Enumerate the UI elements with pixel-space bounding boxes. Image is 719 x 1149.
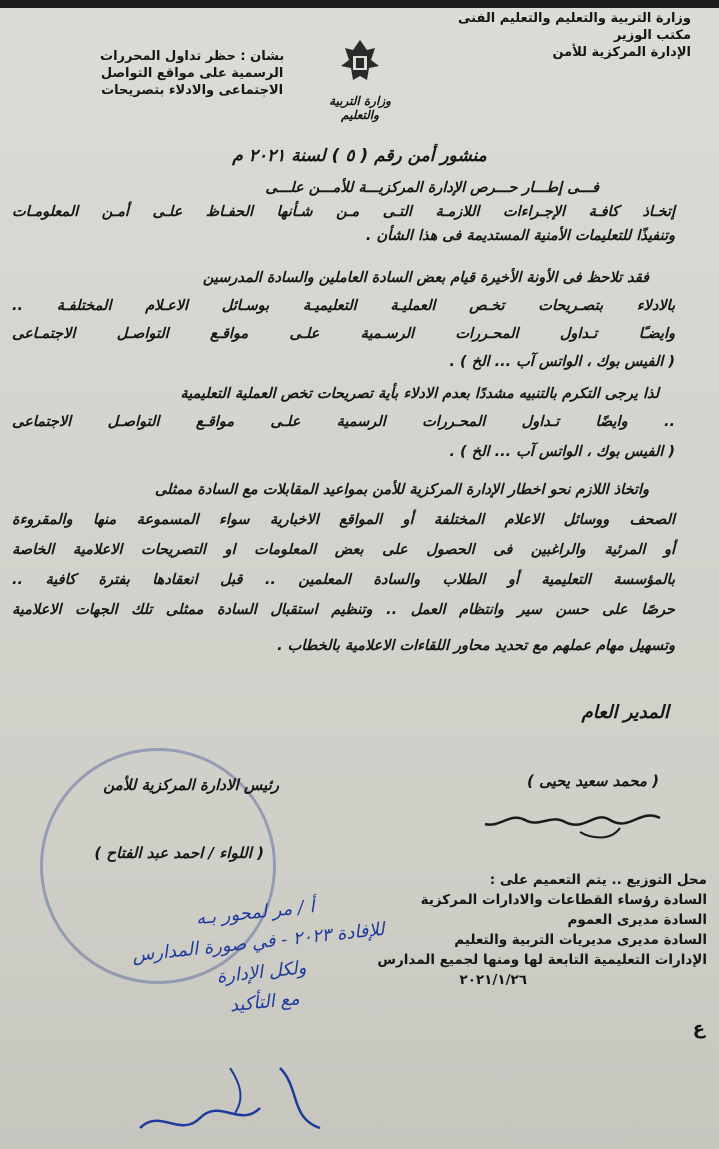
distribution-block — [377, 870, 707, 990]
body-line: فقد تلاحظ فى الأونة الأخيرة قيام بعض السادة العاملين والسادة المدرسين — [202, 270, 649, 286]
document-title: منشور أمن رقم ( ٥ ) لسنة ٢٠٢١ م — [232, 146, 487, 166]
distribution-line: السادة مديرى مديريات التربية والتعليم — [454, 932, 707, 948]
note-line: أ / مر لمحور بـه — [194, 896, 316, 930]
body-line: وتنفيذًا للتعليمات الأمنية المستديمة فى هذا الشأن . — [365, 228, 675, 244]
ministry-header — [458, 10, 691, 61]
body-line: لذا يرجى التكرم بالتنبيه مشددًا بعدم الادلاء بأية تصريحات تخص العملية التعليمية — [180, 386, 659, 402]
body-line: ( الفيس بوك ، الواتس آب ... الخ ) . — [449, 354, 675, 370]
distribution-line: محل التوزيع .. يتم التعميم على : — [489, 872, 707, 888]
body-line: وايضـًا تـداول المحـررات الرسـمية علـى مواقـع التواصـل الاجتمـاعى — [12, 326, 675, 342]
body-line: ( الفيس بوك ، الواتس آب ... الخ ) . — [449, 444, 675, 460]
subject-line: الرسمية على مواقع التواصل — [100, 66, 284, 81]
ministry-line: وزارة التربية والتعليم والتعليم الفنى — [458, 11, 691, 26]
body-line: الصحف ووسائل الاعلام المختلفة أو المواقع الاخبارية سواء المسموعة منها والمقروءة — [12, 512, 675, 528]
body-line: وتسهيل مهام عملهم مع تحديد محاور اللقاءات الاعلامية بالخطاب . — [277, 638, 675, 654]
handwritten-signature — [470, 798, 670, 848]
body-line: بالمؤسسة التعليمية أو الطلاب والسادة المعلمين .. قبل انعقادها بفترة كافية .. — [12, 572, 675, 588]
ministry-line: الإدارة المركزية للأمن — [552, 45, 691, 60]
body-line: واتخاذ اللازم نحو اخطار الإدارة المركزية للأمن بمواعيد المقابلات مع السادة ممثلى — [154, 482, 649, 498]
handwritten-scribble — [130, 1048, 360, 1148]
body-line: .. وايضًا تـداول المحـررات الرسمية علـى مواقـع التواصـل الاجتماعى — [12, 414, 675, 430]
body-line: فـــى إطـــار حـــرص الإدارة المركزيـــة للأمـــن علـــى — [265, 180, 599, 196]
note-line: مع التأكيد — [228, 988, 301, 1017]
body-line: حرصًا على حسن سير وانتظام العمل .. وتنظيم استقبال السادة ممثلى تلك الجهات الاعلامية — [12, 602, 675, 618]
security-head-title: رئيس الادارة المركزية للأمن — [103, 776, 279, 794]
body-line: إتخـاذ كافـة الإجـراءات اللازمـة التـى مـن شـأنها الحفـاظ علـى أمـن المعلومـات — [12, 204, 675, 220]
body-line: أو المرئية والراغبين فى الحصول على بعض المعلومات او التصريحات الاعلامية الخاصة — [12, 542, 675, 558]
distribution-line: السادة مديرى العموم — [567, 912, 707, 928]
body-line: بالادلاء بتصـريحات تخـص العمليـة التعليميـة بوسـائل الاعـلام المختلفـة .. — [12, 298, 675, 314]
signatory-title: المدير العام — [581, 702, 669, 723]
subject-line: بشان : حظر تداول المحررات — [100, 49, 285, 64]
emblem-caption: وزارة التربية والتعليم — [329, 94, 391, 122]
ministry-emblem — [315, 36, 405, 120]
distribution-line: السادة رؤساء القطاعات والادارات المركزية — [420, 892, 707, 908]
signatory-name: ( محمد سعيد يحيى ) — [527, 772, 659, 790]
distribution-date: ٢٠٢١/١/٢٦ — [459, 972, 527, 988]
document-page — [0, 8, 719, 1149]
subject-header — [100, 48, 284, 99]
security-head-name: ( اللواء / احمد عبد الفتاح ) — [94, 844, 264, 862]
ministry-line: مكتب الوزير — [613, 28, 691, 43]
note-line: ولكل الإدارة — [215, 957, 308, 988]
distribution-line: الإدارات التعليمية التابعة لها ومنها لجميع المدارس — [377, 952, 707, 968]
subject-line: الاجتماعى والادلاء بتصريحات — [101, 83, 284, 98]
page-mark: ع — [692, 1018, 705, 1039]
note-line: للإفادة ٢٠٢٣ - في صورة المدارس — [131, 918, 386, 967]
